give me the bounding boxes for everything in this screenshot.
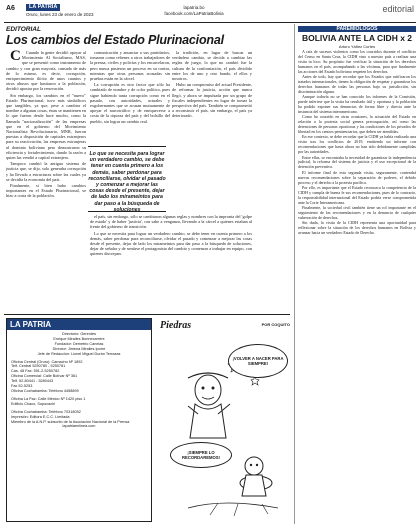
masthead-line: Oficina Cochabamba: Teléfono 4458899 — [11, 388, 79, 393]
masthead-website[interactable]: lapatriaenlinea.com — [62, 424, 96, 429]
masthead-line: Jefe de Redacción: Lionel Miguel Durán Terrazas — [37, 351, 121, 356]
opinion-paragraph: Antes de todo, hay que recordar que los Estados que ratificaron los tratados internacionales, tienen la obligación de respetar y garantizar los derechos humanos de todas las personas bajo su jurisdicción, sin discriminación alguna. — [298, 74, 416, 94]
pull-quote: Lo que se necesita para lograr un verdadero cambio, se debe tener en cuenta primero a los demás, saber perdonar para reconciliarse, olvidar el pasado y comenzar a mejorar las cosas desde el presente, dejar de lado los mirameintos para dar paso a la búsqueda de soluciones — [88, 146, 166, 212]
editorial-paragraph: Finalmente, si bien hubo cambios importantes en el Estado Plurinacional, se hizo a costa de la población. — [6, 183, 86, 199]
opinion-paragraph: A raíz de sucesos violentos como los ocurridos durante el conflicto del Censo en Santa Cruz, la CIDH vino a nuestro país a realizar una visita in loco. Su propósito fue verificar la situación de los derechos humanos en el país, acompañando a las víctimas, para que finalmente las acciones del Estado boliviano respeten los derechos. — [298, 50, 416, 74]
cartoon-brand: Piedras — [160, 320, 192, 331]
newspaper-logo: LA PATRIA — [26, 4, 60, 11]
editorial-cartoon — [158, 318, 292, 522]
cartoon-figure-top — [188, 373, 230, 438]
opinion-paragraph: En ese contexto, se debe recordar que la CIDH ya había realizado una visita tras los conflictos de 2019, emitiendo un informe con recomendaciones que hasta ahora no han sido debidamente cumplidas por las autoridades. — [298, 134, 416, 155]
opinion-paragraph: Aunque todavía no se han conocido los informes de la Comisión, puede inferirse que la visita ha resultado útil y oportuna y la población ha podido exponer sus denuncias de forma libre y directa ante la instancia del sistema interamericano. — [298, 94, 416, 114]
editorial-paragraph: el país, sin embargo, sólo se cambiaron algunas reglas y nombres con la impronta del 'golpe de estado' y de haber 'justicia', con sabe a venganza, llevando a la cárcel a quienes estaban al frente del gobierno de transición. — [90, 214, 252, 230]
masthead-line: Telf. 52-80441 - 5280443 — [11, 379, 54, 384]
section-name: editorial — [382, 4, 414, 14]
website-block — [154, 5, 234, 17]
masthead-line: Cas. 48 Fax: 591-2-5250782 — [11, 369, 60, 374]
opinion-paragraph: El informe final de esta segunda visita, seguramente, contendrá nuevas recomendaciones sobre la separación de poderes, el debido proceso y el derecho a la protesta pacífica. — [298, 169, 416, 185]
editorial-column-1 — [6, 50, 86, 312]
section-rule — [4, 314, 290, 315]
cartoon-byline: POR COQUITO — [261, 322, 290, 327]
editorial-title: Los cambios del Estado Plurinacional — [6, 33, 224, 47]
masthead-line: Oficina La Paz: Calle México Nº 1420 piso 1 — [11, 396, 86, 401]
facebook-line[interactable]: facebook.com/LaPatriaBolivia — [164, 11, 224, 16]
opinion-paragraph: Finalmente, la sociedad civil también tiene un rol importante en el seguimiento de las recomendaciones y en la denuncia de cualquier vulneración de derechos. — [298, 205, 416, 220]
editorial-paragraph: la tradición, en lugar de buscar un verdadero cambio, se decida a cambiar las reglas de juego, lo que no cambió fue la cultura de la confrontación, el país dividido entre los de uno y otro bando, el ellos y nosotros. — [172, 50, 252, 82]
masthead-title: LA PATRIA — [7, 319, 151, 330]
editorial-paragraph: La corrupción es otro factor que sólo ha cambiado de nombre y de color político, pues sigue habiendo tanta corrupción como en el pasado, con autoridades, actuales y exgobernantes que se acusan mutuamente de apoyar el narcotráfico y de enriquecerse a costa de la riqueza del país y del bolsillo del pueblo, sin lograr un cambio real. — [90, 82, 170, 124]
masthead-line: Impresión: Editora E.C.C. Limitada — [11, 414, 70, 419]
masthead-line: Director: Jimena Miralles Iporre — [52, 346, 106, 351]
editorial-column-3 — [172, 50, 252, 212]
masthead-line: Enrique Miralles Bonnecarrère — [53, 336, 105, 341]
speech-bubble-bottom: ¡SIEMPRE LO RECORDAREMOS! — [170, 442, 232, 468]
opinion-title: BOLIVIA ANTE LA CIDH x 2 — [301, 33, 413, 43]
masthead-line: Telf. Central 5250780 - 5250781 — [11, 364, 66, 369]
opinion-paragraph: Sin duda, la visita de la CIDH representa una oportunidad para reflexionar sobre la situación de los derechos humanos en Bolivia y avanzar hacia un verdadero Estado de Derecho. — [298, 220, 416, 236]
editorial-paragraph-text: Cuando la gente decidió apoyar al Movimiento Al Socialismo, MAS, que se presentó como instrumento de cambio y con gran mayoría, cansada de más de lo mismo, es decir, corrupción, enriquecimiento ilícito de unos cuantos y otros abusos que hastiaron a la población, decidió apostar por la renovación. — [6, 50, 86, 92]
editorial-label: EDITORIAL — [6, 26, 41, 33]
drop-cap: C — [10, 50, 21, 64]
masthead-line: Fundador: Demetrio Canelas — [54, 341, 104, 346]
page-number: A6 — [6, 5, 15, 12]
editorial-column-2-top — [90, 50, 170, 144]
opinion-author: Arturo Yáñez Cortes — [338, 44, 376, 49]
masthead-line: Fax 52-5253 — [11, 384, 33, 389]
editorial-paragraph: Lo que se necesita para lograr un verdadero cambio, se debe tener en cuenta primero a los demás, saber perdonar para reconciliarse, olvidar el pasado y comenzar a mejorar las cosas desde el presente, dejar de lado los mirameintos para dar paso a la búsqueda de soluciones, dejar de señalar y de sentirse el protagonista del cambio y comenzar a trabajar en equipo, con quienes discrepan. — [90, 230, 252, 257]
header-rule — [4, 22, 416, 23]
speech-bubble-top: ¡VOLVER A NACER PARA SIEMPRE! — [228, 344, 288, 378]
masthead-line: Miembro de la A.N.P. subscrito de la Asociación Nacional de la Prensa — [11, 419, 130, 424]
editorial-paragraph — [6, 50, 86, 92]
masthead-line: Oficina Central (Oruro): Camacho Nº 1892 — [11, 359, 83, 364]
opinion-body — [298, 50, 416, 524]
masthead-line: Oficina Comercial: Calle Bolívar Nº 361 — [11, 374, 78, 379]
editorial-column-bottom — [90, 214, 252, 312]
masthead-line: Oficina Cochabamba: Teléfono 70318052 — [11, 409, 81, 414]
page-header — [4, 4, 416, 21]
editorial-paragraph: comunicación y anunciar a sus partidarios, tomaron como rehenes a otros trabajadores de la prensa, civiles y policías y los encarcelaron, pero nunca pusieron un proceso en su contra, mientras que otras personas acusadas sin pruebas están en la cárcel. — [90, 50, 170, 82]
column-divider — [294, 24, 295, 524]
masthead-line: Directorio: Gerentes — [62, 332, 96, 336]
issue-date: Oruro, lunes 23 de enero de 2023 — [26, 12, 94, 17]
website-line[interactable]: lapatria.bo — [183, 5, 205, 10]
masthead-body — [7, 330, 151, 431]
editorial-paragraph: Sin embargo, los cambios en el "nuevo" Estado Plurinacional, tuvo más simbólicos que tangibles, ya que, pese a cambiar el nombre a algunas cosas, éstas se mantienen en lo que fueron desde hace mucho, como la llamada "nacionalización" de las empresas que en el gobierno del Movimiento Nacionalista Revolucionario, MNR, fueron puestas a disposición de capitales extranjeros para su reactivación, las empresas extranjeras al dominio boliviano pero demostraron su eficiencia y fortalecimiento, dando la razón a quien las vendió a capital extranjero. — [6, 92, 86, 161]
editorial-paragraph: Tampoco cambió la antiguo sistema de justicia que, se dijo, solo generaba corrupción y ha llevado a estructuras sobre las cuales ya se decidía la economía del país. — [6, 161, 86, 182]
opinion-paragraph: Entre ellas, se encontraba la necesidad de garantizar la independencia judicial, la reforma del sistema de justicia y el uso excepcional de la detención preventiva. — [298, 154, 416, 170]
masthead-box — [6, 318, 152, 522]
masthead-line: Edificio Chaco, Sopocachi — [11, 401, 56, 406]
opinion-paragraph: Por ello, es importante que el Estado reconozca la competencia de la CIDH y cumpla de buena fe sus recomendaciones, pues de lo contrario, la responsabilidad internacional del Estado podría verse comprometida ante la Corte Interamericana. — [298, 184, 416, 205]
opinion-paragraph: Como ha ocurrido en otras ocasiones, la actuación del Estado en relación a la protesta social genera preocupación, así como las detenciones de personas opositoras y las condiciones de los privados de libertad en los centros penitenciarios, que deben ser atendidas. — [298, 114, 416, 134]
editorial-paragraph: Hubo un compromiso del actual Presidente, de reformar la justicia, acción que nunca llegó, y ahora se impulsada por un grupo de fiscales independientes en lugar de tomar la perspectiva del país. También se comprometió a reconstruir el país, sin embargo, el país ya deteriorado. — [172, 82, 252, 119]
opinion-label: PAREMIOLOGOS — [298, 26, 416, 32]
